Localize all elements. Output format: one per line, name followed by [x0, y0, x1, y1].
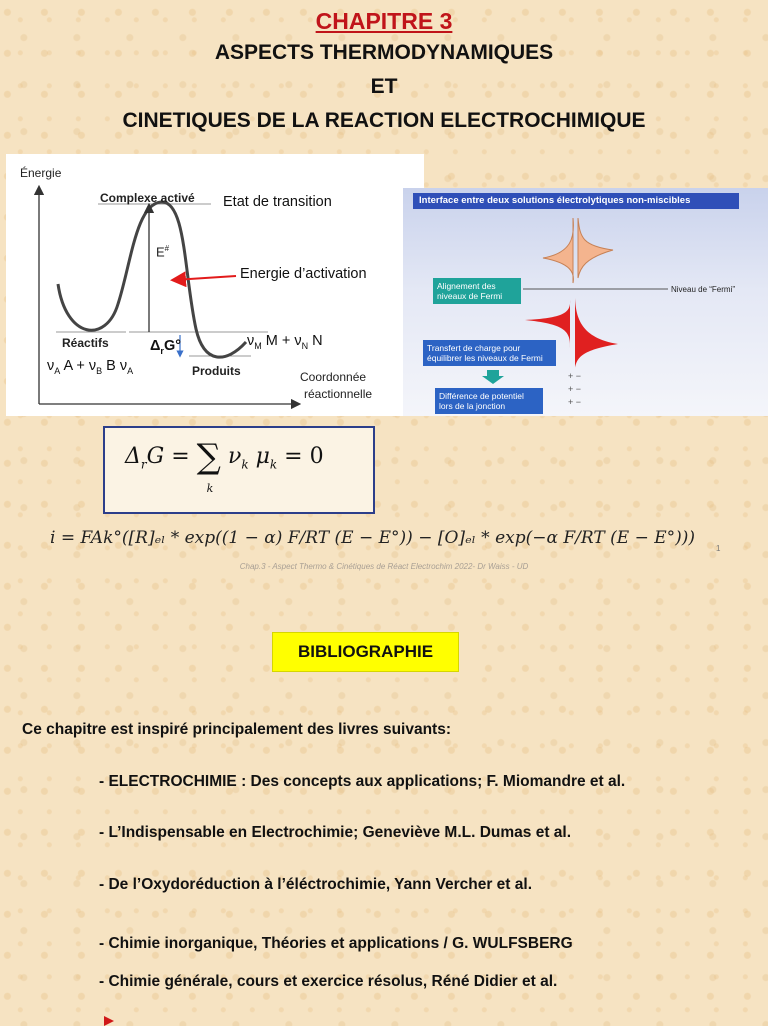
- interface-panel: [403, 188, 768, 416]
- title-block: [0, 6, 768, 138]
- transition-label: Etat de transition: [223, 194, 332, 210]
- slide-caption: Chap.3 - Aspect Thermo & Cinétiques de Réact Electrochim 2022- Dr Waiss - UD: [239, 562, 529, 571]
- title-line-3: CINETIQUES DE LA REACTION ELECTROCHIMIQUE: [122, 109, 646, 132]
- charge-transfer-box: Transfert de charge pour équilibrer les niveaux de Fermi: [423, 340, 556, 366]
- gibbs-equation: $\Delta_rG$ = ∑ k $\nu_k$ $\mu_k = 0$: [125, 437, 324, 495]
- energy-curve: [58, 202, 246, 357]
- x-axis-label-2: réactionnelle: [304, 387, 373, 401]
- reference-3: - De l’Oxydoréduction à l’éléctrochimie, Yann Vercher et al.: [99, 876, 533, 893]
- energy-diagram: [6, 154, 424, 416]
- activation-label: Energie d’activation: [240, 266, 367, 282]
- upper-right-peak: [578, 218, 613, 278]
- chapter-title: CHAPITRE 3: [315, 8, 453, 34]
- down-arrow: [482, 370, 504, 384]
- red-arrow: [174, 276, 236, 280]
- sign-1: + −: [568, 371, 582, 381]
- reaction-right: $\nu_M$ $M + \nu_N$ N: [247, 333, 323, 351]
- title-line-2: ET: [370, 75, 398, 98]
- reaction-left: $\nu_A$ $A + \nu_B$ B $\nu_A$: [47, 358, 134, 376]
- red-arrow-icon: [104, 1016, 114, 1026]
- title-line-1: ASPECTS THERMODYNAMIQUES: [214, 41, 554, 64]
- peak-label: Complexe activé: [100, 191, 195, 205]
- sign-2: + −: [568, 384, 582, 394]
- reference-2: - L’Indispensable en Electrochimie; Geneviève M.L. Dumas et al.: [99, 824, 572, 841]
- y-axis-label: Énergie: [20, 166, 62, 180]
- reference-4: - Chimie inorganique, Théories et applications / G. WULFSBERG: [99, 935, 573, 952]
- x-axis-label-1: Coordonnée: [300, 370, 367, 384]
- potential-difference-box: Différence de potentiel lors de la jonction: [435, 388, 543, 414]
- bibliography-intro: Ce chapitre est inspiré principalement des livres suivants:: [22, 721, 451, 738]
- current-equation: [50, 508, 730, 568]
- fermi-alignment-box: Alignement des niveaux de Fermi: [433, 278, 521, 304]
- page-number: 1: [716, 544, 721, 553]
- reference-5: - Chimie générale, cours et exercice résolus, Réné Didier et al.: [99, 973, 558, 990]
- lower-right-peak: [575, 298, 618, 368]
- products-label: Produits: [192, 364, 241, 378]
- interface-title: Interface entre deux solutions électrolytiques non-miscibles: [413, 193, 739, 209]
- current-equation-text: i = FAk°([R]ₑₗ * exp((1 − α) F/RT (E − E°)) − [O]ₑₗ * exp(−α F/RT (E − E°))): [50, 528, 696, 548]
- fermi-label: Niveau de “Fermi”: [671, 285, 736, 294]
- activation-symbol: E#: [156, 244, 170, 260]
- sign-3: + −: [568, 397, 582, 407]
- gibbs-equation-box: [103, 426, 375, 514]
- delta-g-label: $\Delta_rG^\circ$: [150, 338, 182, 356]
- upper-left-peak: [543, 218, 573, 283]
- bibliography-heading: BIBLIOGRAPHIE: [272, 632, 459, 672]
- reference-1: - ELECTROCHIMIE : Des concepts aux applications; F. Miomandre et al.: [99, 773, 626, 790]
- reactants-label: Réactifs: [62, 336, 109, 350]
